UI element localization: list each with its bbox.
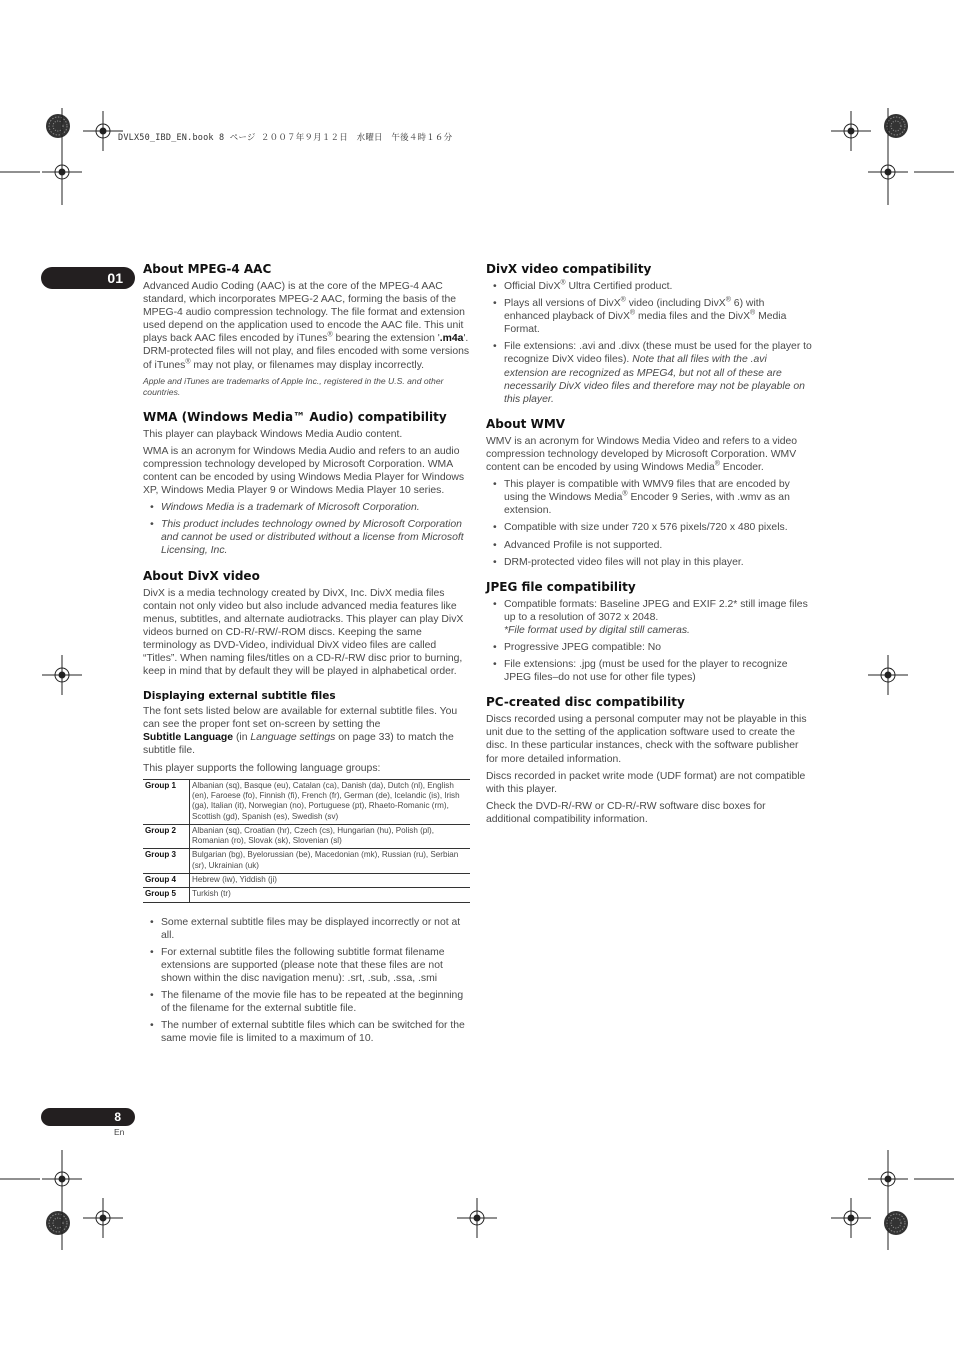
color-target-icon — [46, 114, 70, 138]
table-row — [143, 888, 470, 902]
mpeg4-paragraph: Advanced Audio Coding (AAC) is at the core of the MPEG-4 AAC standard, which incorporates MPEG-2 AAC, forming the basis of the MPEG-4 audio compression technology. The file format and extension used depend on the application used to encode the AAC file. This unit plays back AAC files encoded by iTunes® bearing the extension '.m4a'. DRM-protected files will not play, and files encoded with some versions of iTunes® may not play, or filenames may display incorrectly. — [143, 281, 470, 371]
list-item: • Plays all versions of DivX® video (including DivX® 6) with enhanced playback of DivX® media files and the DivX® Media Format. — [493, 296, 787, 336]
left-column — [143, 262, 470, 1049]
divx-title: About DivX video — [143, 568, 260, 583]
wmv-title: About WMV — [486, 416, 566, 431]
list-item: • File extensions: .jpg (must be used for the player to recognize JPEG files–do not use for other file types) — [493, 659, 788, 684]
group-name: Group 4 — [143, 874, 190, 888]
subtitle-notes — [143, 916, 470, 1046]
subtitle-paragraph-2: This player supports the following language groups: — [143, 762, 381, 774]
list-item: • The number of external subtitle files which can be switched for the same movie file is limited to a maximum of 10. — [150, 1020, 465, 1045]
list-item: • This player is compatible with WMV9 files that are encoded by using the Windows Media® Encoder 9 Series, with .wmv as an extension. — [493, 479, 790, 517]
list-item: • Windows Media is a trademark of Microsoft Corporation. — [150, 502, 420, 514]
group-languages: Hebrew (iw), Yiddish (ji) — [190, 874, 471, 888]
language-code: En — [114, 1127, 125, 1137]
pc-paragraph-3: Check the DVD-R/-RW or CD-R/-RW software disc boxes for additional compatibility information. — [486, 800, 766, 825]
chapter-tab: 01 — [41, 267, 135, 289]
list-item: • Compatible with size under 720 x 576 pixels/720 x 480 pixels. — [493, 522, 788, 534]
table-row — [143, 824, 470, 849]
wmv-list — [486, 478, 812, 569]
list-item: • Official DivX® Ultra Certified product. — [493, 279, 673, 292]
pc-paragraph-1: Discs recorded using a personal computer may not be playable in this unit due to the setting of the application software used to create the disc. In these particular instances, check with the software publisher for more detailed information. — [486, 714, 807, 765]
group-name: Group 2 — [143, 824, 190, 849]
group-languages: Bulgarian (bg), Byelorussian (be), Macedonian (mk), Russian (ru), Serbian (sr), Ukrainian (uk) — [190, 849, 471, 874]
print-header: DVLX50_IBD_EN.book 8 ページ ２００７年９月１２日 水曜日 午後４時１６分 — [118, 133, 453, 143]
list-item: • The filename of the movie file has to be repeated at the beginning of the filename for the external subtitle file. — [150, 990, 464, 1015]
group-languages: Turkish (tr) — [190, 888, 471, 902]
divx-compat-list — [486, 280, 812, 406]
group-name: Group 5 — [143, 888, 190, 902]
list-item: • Progressive JPEG compatible: No — [493, 641, 662, 653]
divx-paragraph: DivX is a media technology created by DivX, Inc. DivX media files contain not only video but also include advanced media features like menus, subtitles, and alternate audiotracks. This player can play DivX videos burned on CD-R/-RW/-ROM discs. Keeping the same terminology as DVD-Video, individual DivX video files are called “Titles”. When naming files/titles on a CD-R/-RW disc prior to burning, keep in mind that by default they will be played in alphabetical order. — [143, 587, 464, 678]
pc-paragraph-2: Discs recorded in packet write mode (UDF format) are not compatible with this player. — [486, 770, 806, 795]
color-target-icon — [46, 1211, 70, 1235]
wma-paragraph-1: This player can playback Windows Media Audio content. — [143, 428, 403, 440]
wma-title: WMA (Windows Media™ Audio) compatibility — [143, 409, 447, 424]
list-item: • File extensions: .avi and .divx (these must be used for the player to recognize DivX video files). Note that all files with the .avi extension are recognized as MPEG4, but not all of these are necessarily DivX video files and therefore may not be playable on this player. — [493, 341, 812, 405]
right-column — [486, 262, 812, 830]
group-languages: Albanian (sq), Basque (eu), Catalan (ca), Danish (da), Dutch (nl), English (en), Faroese (fo), Finnish (fi), French (fr), German (de), Icelandic (is), Irish (ga), Italian (it), Norwegian (no), Portuguese (pt), Rhaeto-Romanic (rm), Scottish (gd), Spanish (es), Swedish (sv) — [190, 779, 471, 824]
subtitle-title: Displaying external subtitle files — [143, 690, 336, 703]
page-number: 8 — [41, 1108, 135, 1126]
jpeg-list — [486, 598, 812, 685]
list-item: • For external subtitle files the following subtitle format filename extensions are supported (please note that these files are not shown within the disc navigation menu): .srt, .sub, .ssa, .smi — [150, 946, 445, 984]
list-item: • This product includes technology owned by Microsoft Corporation and cannot be used or distributed without a license from Microsoft Licensing, Inc. — [150, 519, 464, 557]
wma-paragraph-2: WMA is an acronym for Windows Media Audio and refers to an audio compression technology developed by Microsoft Corporation. WMA content can be encoded by using Windows Media Player for Windows XP, Windows Media Player 9 or Windows Media Player 10 series. — [143, 445, 465, 497]
group-name: Group 1 — [143, 779, 190, 824]
subtitle-paragraph-1: The font sets listed below are available for external subtitle files. You can see the proper font set on-screen by setting the Subtitle Language (in Language settings on page 33) to match the subtitle file. — [143, 706, 458, 757]
group-languages: Albanian (sq), Croatian (hr), Czech (cs), Hungarian (hu), Polish (pl), Romanian (ro), Slovak (sk), Slovenian (sl) — [190, 824, 471, 849]
list-item: • Compatible formats: Baseline JPEG and EXIF 2.2* still image files up to a resolution of 3072 x 2048. *File format used by digital still cameras. — [493, 598, 808, 636]
mpeg4-title: About MPEG-4 AAC — [143, 262, 272, 276]
divx-compat-title: DivX video compatibility — [486, 262, 652, 276]
table-row — [143, 874, 470, 888]
language-groups-table — [143, 779, 470, 903]
jpeg-title: JPEG file compatibility — [486, 579, 636, 594]
list-item: • Some external subtitle files may be displayed incorrectly or not at all. — [150, 916, 461, 941]
list-item: • DRM-protected video files will not play in this player. — [493, 556, 744, 568]
pc-disc-title: PC-created disc compatibility — [486, 695, 685, 710]
apple-trademark-note: Apple and iTunes are trademarks of Apple Inc., registered in the U.S. and other countries. — [143, 375, 444, 398]
wmv-paragraph: WMV is an acronym for Windows Media Video and refers to a video compression technology developed by Microsoft Corporation. WMV content can be encoded by using Windows Media® Encoder. — [486, 435, 798, 474]
table-row — [143, 779, 470, 824]
table-row — [143, 849, 470, 874]
group-name: Group 3 — [143, 849, 190, 874]
list-item: • Advanced Profile is not supported. — [493, 539, 663, 551]
wma-notes — [143, 501, 470, 557]
